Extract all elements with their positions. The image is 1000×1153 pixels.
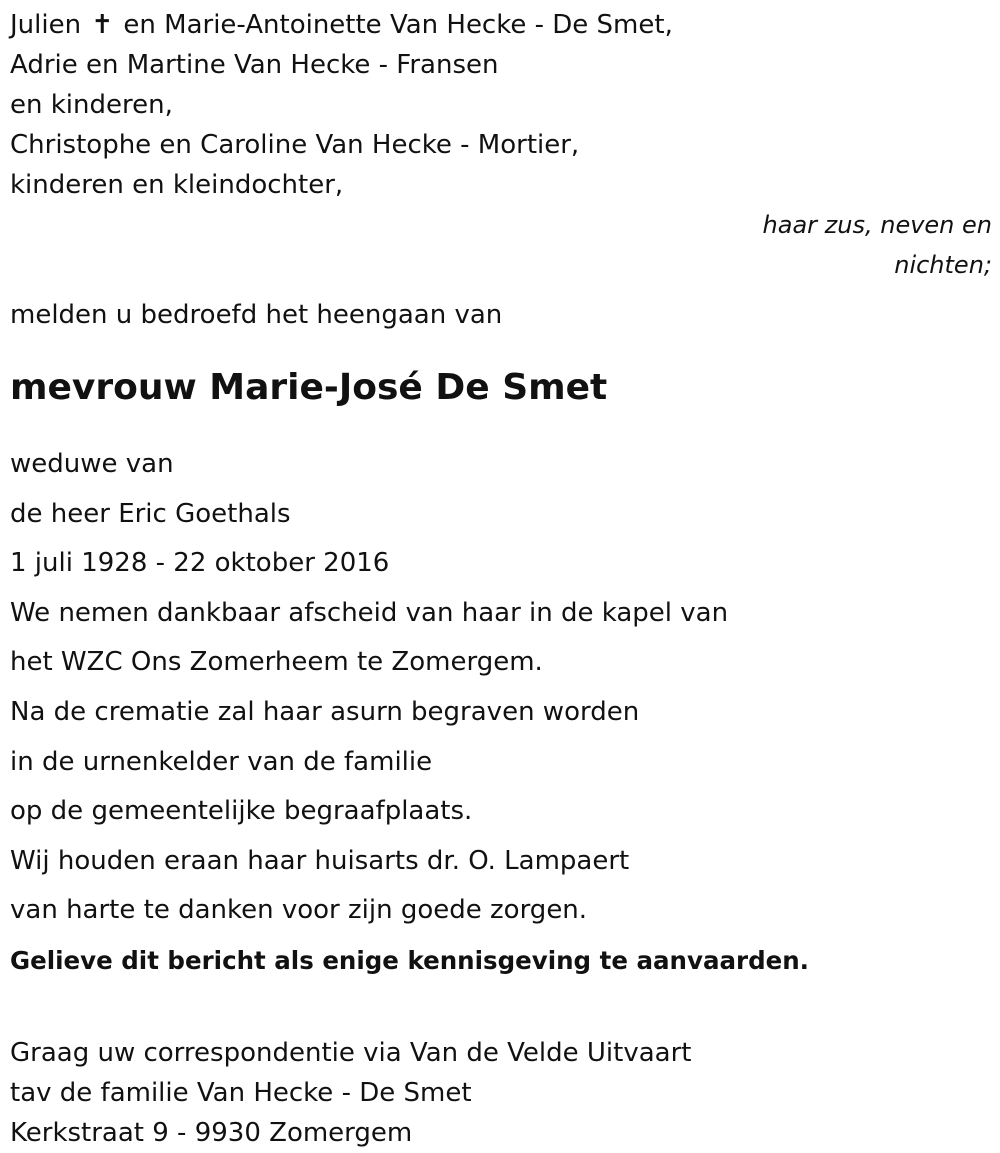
details-block bbox=[10, 440, 992, 986]
detail-line: het WZC Ons Zomerheem te Zomergem. bbox=[10, 647, 543, 678]
family-line-1-suffix: en Marie-Antoinette Van Hecke - De Smet, bbox=[123, 10, 673, 40]
family-line-1-prefix: Julien bbox=[10, 10, 82, 40]
relation-note bbox=[10, 205, 992, 285]
correspondence-line-3: Kerkstraat 9 - 9930 Zomergem bbox=[10, 1117, 413, 1148]
relation-text: haar zus, neven en nichten; bbox=[762, 211, 992, 279]
detail-line: 1 juli 1928 - 22 oktober 2016 bbox=[10, 548, 390, 579]
family-list bbox=[10, 5, 992, 205]
correspondence-address bbox=[10, 1033, 992, 1153]
detail-line: Wij houden eraan haar huisarts dr. O. Lampaert bbox=[10, 845, 630, 876]
correspondence-line-1: Graag uw correspondentie via Van de Velde Uitvaart bbox=[10, 1037, 692, 1068]
detail-line: We nemen dankbaar afscheid van haar in de kapel van bbox=[10, 597, 729, 628]
detail-line: de heer Eric Goethals bbox=[10, 498, 291, 529]
cross-icon: ✝ bbox=[91, 10, 114, 40]
death-notice bbox=[10, 0, 992, 1153]
family-line-3: en kinderen, bbox=[10, 90, 173, 120]
family-line-2: Adrie en Martine Van Hecke - Fransen bbox=[10, 50, 499, 80]
family-line-5: kinderen en kleindochter, bbox=[10, 170, 344, 200]
detail-line: in de urnenkelder van de familie bbox=[10, 746, 433, 777]
correspondence-line-2: tav de familie Van Hecke - De Smet bbox=[10, 1077, 472, 1108]
notice-line: Gelieve dit bericht als enige kennisgeving te aanvaarden. bbox=[10, 945, 809, 975]
detail-line: weduwe van bbox=[10, 449, 174, 479]
family-line-4: Christophe en Caroline Van Hecke - Mortier, bbox=[10, 130, 580, 160]
detail-line: op de gemeentelijke begraafplaats. bbox=[10, 796, 473, 827]
detail-line: Na de crematie zal haar asurn begraven worden bbox=[10, 696, 640, 727]
deceased-name: mevrouw Marie-José De Smet bbox=[10, 367, 608, 408]
announcement: melden u bedroefd het heengaan van bbox=[10, 300, 503, 330]
detail-line: van harte te danken voor zijn goede zorgen. bbox=[10, 895, 588, 926]
family-line-1 bbox=[10, 5, 992, 45]
